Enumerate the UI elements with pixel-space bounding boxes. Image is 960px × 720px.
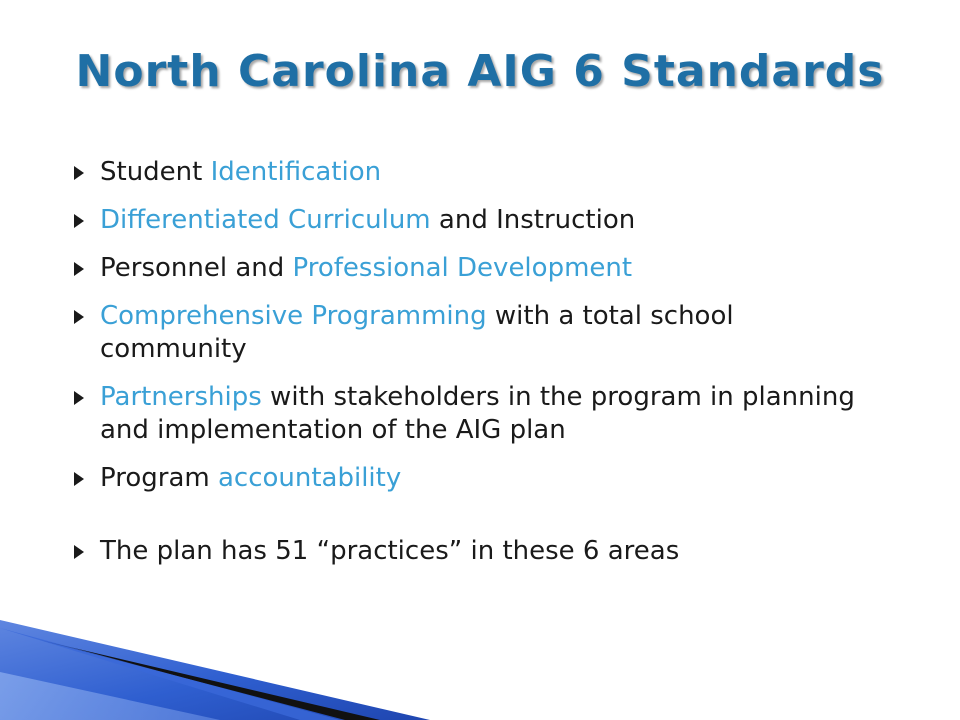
bullet-arrow-icon xyxy=(74,381,88,414)
bullet-text: with stakeholders in the program in planning and implementation of the AIG plan xyxy=(100,382,855,445)
bullet-highlight: Partnerships xyxy=(100,382,262,412)
bullet-highlight: accountability xyxy=(217,463,402,493)
bullet-arrow-icon xyxy=(74,204,88,237)
bullet-text: Program xyxy=(100,463,218,493)
bullet-item-professional-development xyxy=(74,252,874,285)
bullet-text: and Instruction xyxy=(430,205,636,235)
bullet-list xyxy=(74,156,874,583)
bullet-highlight: Identification xyxy=(210,157,382,187)
bullet-item-partnerships xyxy=(74,381,874,447)
bullet-item-comprehensive-programming xyxy=(74,300,874,366)
bullet-arrow-icon xyxy=(74,300,88,333)
bullet-item-program-accountability xyxy=(74,462,874,495)
bullet-arrow-icon xyxy=(74,252,88,285)
bullet-item-student-identification xyxy=(74,156,874,189)
bullet-text: Student xyxy=(100,157,211,187)
bullet-text: The plan has 51 “practices” in these 6 areas xyxy=(100,536,680,566)
bullet-arrow-icon xyxy=(74,535,88,568)
bullet-highlight: Professional Development xyxy=(292,253,633,283)
slide-title: North Carolina AIG 6 Standards xyxy=(75,46,885,97)
bullet-arrow-icon xyxy=(74,462,88,495)
bullet-highlight: Comprehensive Programming xyxy=(100,301,487,331)
bullet-text: with a total school community xyxy=(100,301,734,364)
bullet-highlight: Differentiated Curriculum xyxy=(100,205,431,235)
bullet-item-practices-summary xyxy=(74,535,874,568)
bullet-text: Personnel and xyxy=(100,253,293,283)
bullet-arrow-icon xyxy=(74,156,88,189)
bullet-item-differentiated-curriculum xyxy=(74,204,874,237)
decorative-blue-wedge xyxy=(0,580,960,720)
